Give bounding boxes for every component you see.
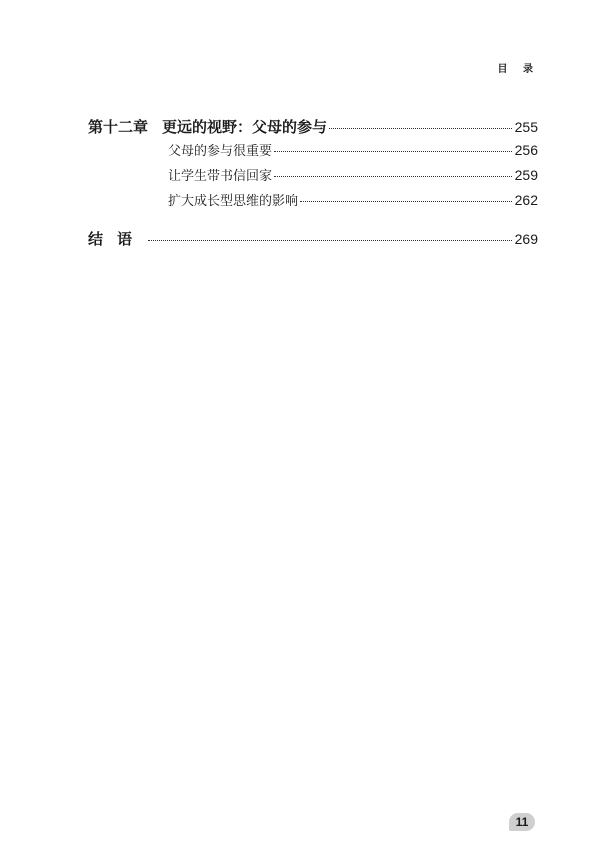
chapter-title: 更远的视野：父母的参与 bbox=[162, 118, 328, 136]
dot-leader bbox=[274, 176, 512, 177]
toc-section-entry[interactable] bbox=[88, 190, 538, 215]
dot-leader bbox=[300, 201, 512, 202]
section-title: 让学生带书信回家 bbox=[168, 169, 273, 184]
conclusion-page-number: 269 bbox=[514, 231, 538, 247]
toc-section-entry[interactable] bbox=[88, 140, 538, 165]
chapter-page-number: 255 bbox=[514, 119, 538, 135]
dot-leader bbox=[329, 128, 512, 129]
toc-chapter-entry[interactable] bbox=[88, 116, 538, 140]
toc-section-entry[interactable] bbox=[88, 165, 538, 190]
section-page-number: 262 bbox=[514, 192, 538, 208]
toc-conclusion-entry[interactable] bbox=[88, 228, 538, 252]
conclusion-title: 结语 bbox=[88, 230, 147, 248]
section-title: 父母的参与很重要 bbox=[168, 144, 273, 159]
section-title: 扩大成长型思维的影响 bbox=[168, 194, 299, 209]
dot-leader bbox=[148, 240, 512, 241]
dot-leader bbox=[274, 151, 512, 152]
running-header: 目 录 bbox=[497, 64, 539, 75]
page-number-badge: 11 bbox=[509, 813, 535, 831]
section-page-number: 259 bbox=[514, 167, 538, 183]
chapter-number: 第十二章 bbox=[88, 118, 149, 136]
section-page-number: 256 bbox=[514, 142, 538, 158]
table-of-contents bbox=[88, 116, 538, 252]
